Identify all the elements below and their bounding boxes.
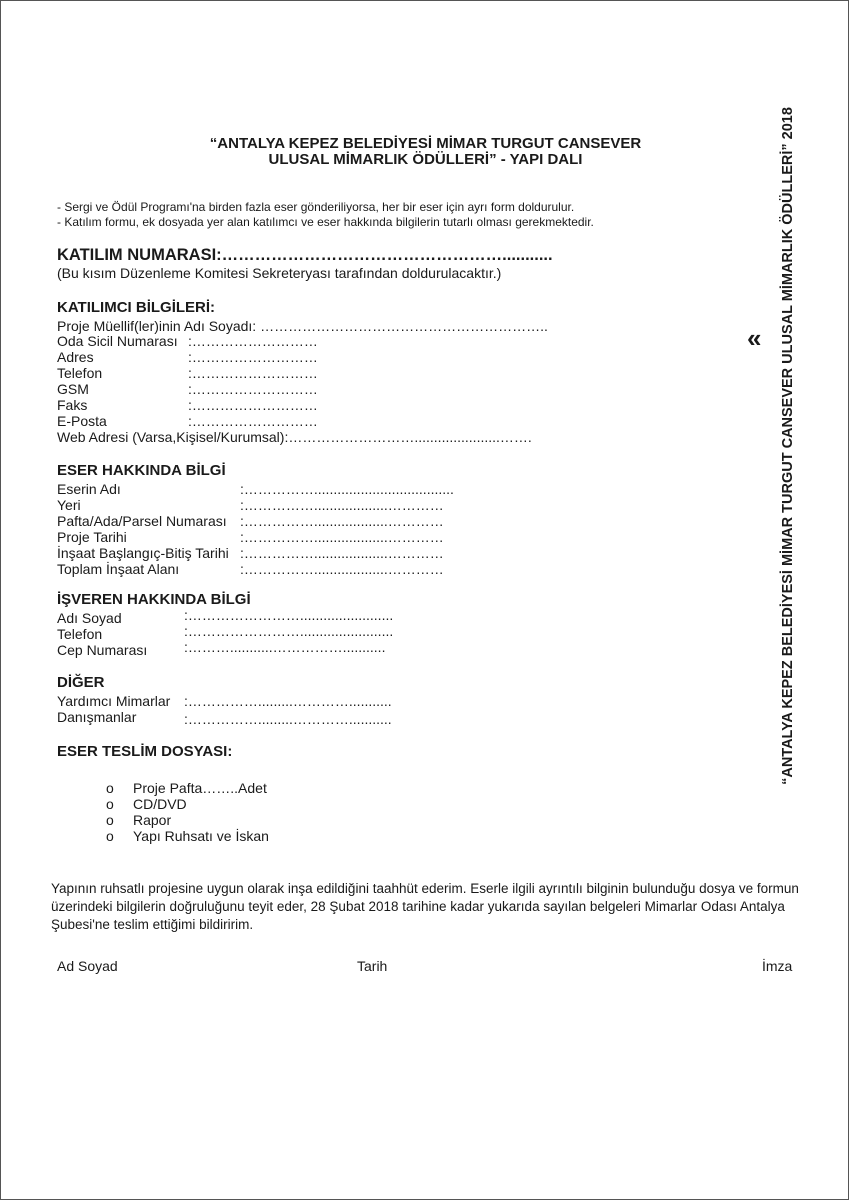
fax-field[interactable]: :……………………… <box>188 397 318 413</box>
name-signature-label: Ad Soyad <box>57 958 118 974</box>
title-line-1: “ANTALYA KEPEZ BELEDİYESİ MİMAR TURGUT CANSEVER <box>209 135 642 152</box>
work-name-field[interactable]: :…………….................................... <box>240 481 454 497</box>
address-field[interactable]: :……………………… <box>188 349 318 365</box>
declaration-text: Yapının ruhsatlı projesine uygun olarak inşa edildiğini taahhüt ederim. Eserle ilgili ayrıntılı bilginin bulunduğu dosya ve formun üzerindeki bilgilerin doğruluğunu teyit eder, 28 Şubat 2018 tarihine kadar yukarıda sayılan belgeleri Mimarlar Odası Antalya Şubesi'ne teslim ettiğimi bildiririm. <box>51 881 799 932</box>
employer-phone-field[interactable]: :……………………........................ <box>184 623 394 639</box>
double-chevron-left-icon: « <box>747 323 762 353</box>
author-name-field[interactable]: Proje Müellif(ler)inin Adı Soyadı: …………………………………………………….. <box>57 318 548 334</box>
employer-heading: İŞVEREN HAKKINDA BİLGİ <box>57 591 251 608</box>
side-banner-text: “ANTALYA KEPEZ BELEDİYESİ MİMAR TURGUT CANSEVER ULUSAL MİMARLIK ÖDÜLLERİ” 2018 <box>780 107 796 785</box>
bullet-marker: o <box>106 780 114 796</box>
submission-item: Yapı Ruhsatı ve İskan <box>133 828 269 844</box>
submission-item: Proje Pafta……..Adet <box>133 780 267 796</box>
consultants-field[interactable]: :…………….........…………........... <box>184 711 392 727</box>
employer-name-field[interactable]: :……………………........................ <box>184 607 394 623</box>
work-location-field[interactable]: :……………...................………… <box>240 497 444 513</box>
construction-dates-field[interactable]: :……………...................………… <box>240 545 444 561</box>
field-label: Yeri <box>57 497 81 513</box>
registry-number-field[interactable]: :……………………… <box>188 333 318 349</box>
field-label: Telefon <box>57 365 103 381</box>
field-label: Adres <box>57 349 94 365</box>
field-label: E-Posta <box>57 413 107 429</box>
field-label: Faks <box>57 397 88 413</box>
work-heading: ESER HAKKINDA BİLGİ <box>57 462 226 479</box>
other-heading: DİĞER <box>57 674 105 691</box>
bullet-marker: o <box>106 812 114 828</box>
field-label: Oda Sicil Numarası <box>57 333 178 349</box>
field-label: GSM <box>57 381 89 397</box>
bullet-marker: o <box>106 828 114 844</box>
construction-area-field[interactable]: :……………...................………… <box>240 561 444 577</box>
field-label: Danışmanlar <box>57 709 137 725</box>
signature-label: İmza <box>762 958 793 974</box>
field-label: Adı Soyad <box>57 610 122 626</box>
bullet-marker: o <box>106 796 114 812</box>
field-label: İnşaat Başlangıç-Bitiş Tarihi <box>57 545 229 561</box>
field-label: Telefon <box>57 626 103 642</box>
project-date-field[interactable]: :……………...................………… <box>240 529 444 545</box>
field-label: Pafta/Ada/Parsel Numarası <box>57 513 227 529</box>
employer-mobile-field[interactable]: :………...........……………........... <box>184 639 386 655</box>
participation-number-heading: KATILIM NUMARASI:……………………………………………........... <box>57 246 553 264</box>
submission-item: CD/DVD <box>133 796 187 812</box>
phone-field[interactable]: :……………………… <box>188 365 318 381</box>
gsm-field[interactable]: :……………………… <box>188 381 318 397</box>
field-label: Toplam İnşaat Alanı <box>57 561 180 577</box>
assistant-architects-field[interactable]: :…………….........…………........... <box>184 693 392 709</box>
date-label: Tarih <box>357 958 388 974</box>
web-address-field[interactable]: Web Adresi (Varsa,Kişisel/Kurumsal):………………………......................……. <box>57 429 532 445</box>
submission-heading: ESER TESLİM DOSYASI: <box>57 743 233 760</box>
participant-heading: KATILIMCI BİLGİLERİ: <box>57 299 216 316</box>
parcel-number-field[interactable]: :……………...................………… <box>240 513 444 529</box>
title-line-2: ULUSAL MİMARLIK ÖDÜLLERİ” - YAPI DALI <box>268 151 583 168</box>
field-label: Cep Numarası <box>57 642 148 658</box>
field-label: Proje Tarihi <box>57 529 127 545</box>
participation-note: (Bu kısım Düzenleme Komitesi Sekreteryası tarafından doldurulacaktır.) <box>57 265 502 281</box>
submission-item: Rapor <box>133 812 172 828</box>
field-label: Eserin Adı <box>57 481 121 497</box>
note-1: - Sergi ve Ödül Programı'na birden fazla eser gönderiliyorsa, her bir eser için ayrı form doldurulur. <box>57 200 575 214</box>
field-label: Yardımcı Mimarlar <box>57 693 171 709</box>
note-2: - Katılım formu, ek dosyada yer alan katılımcı ve eser hakkında bilgilerin tutarlı olması gerekmektedir. <box>57 215 594 229</box>
email-field[interactable]: :……………………… <box>188 413 318 429</box>
